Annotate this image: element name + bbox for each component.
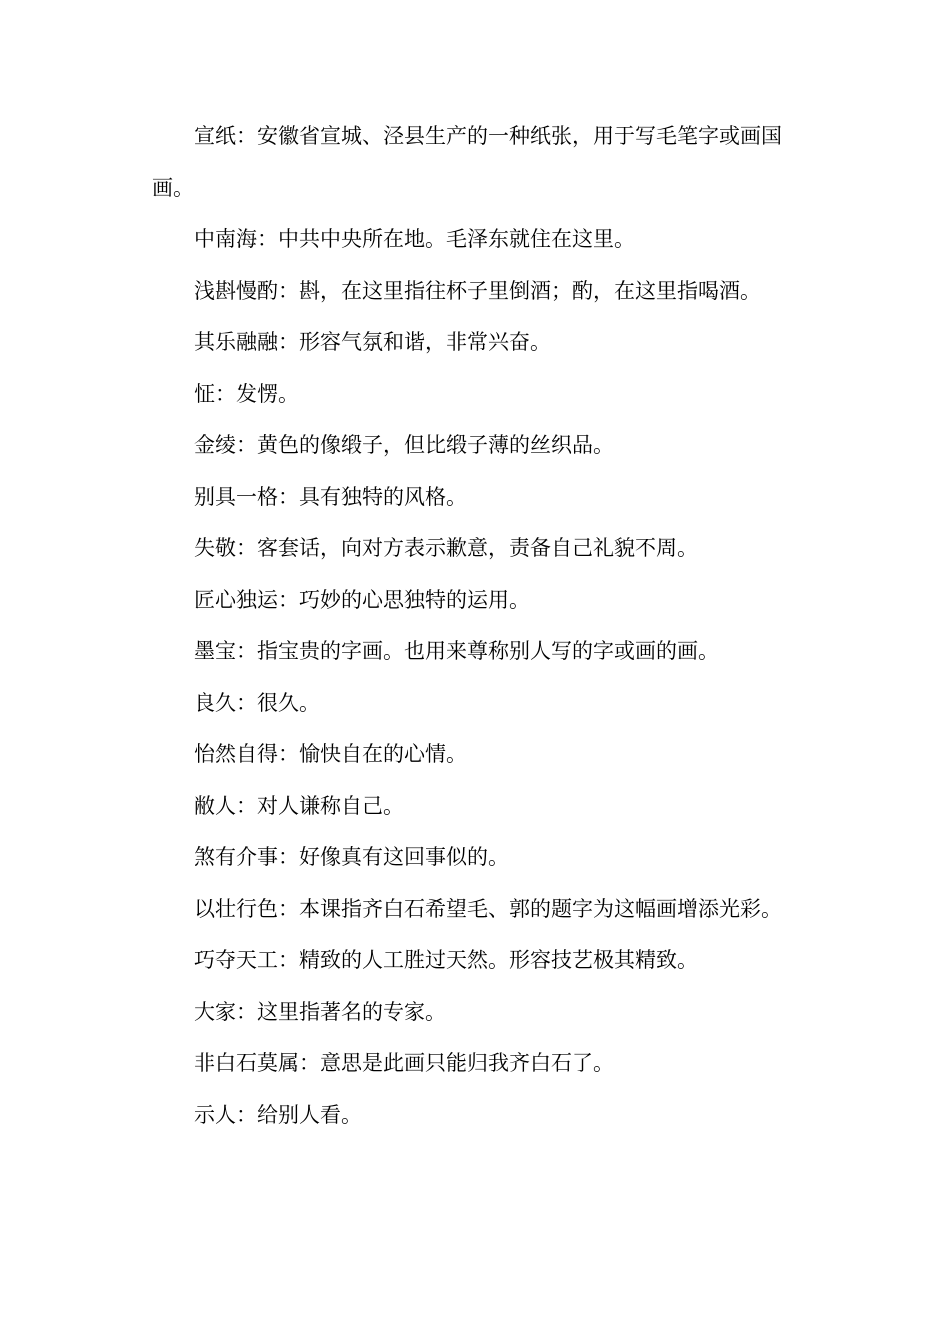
- glossary-entry: 失敬：客套话，向对方表示歉意，责备自己礼貌不周。: [194, 536, 698, 560]
- glossary-entry: 中南海：中共中央所在地。毛泽东就住在这里。: [194, 227, 635, 251]
- glossary-entry: 宣纸：安徽省宣城、泾县生产的一种纸张，用于写毛笔字或画国画。: [152, 124, 782, 200]
- glossary-entry: 示人：给别人看。: [194, 1102, 362, 1127]
- glossary-entry: 匠心独运：巧妙的心思独特的运用。: [194, 587, 530, 612]
- glossary-entry: 敝人：对人谦称自己。: [194, 793, 404, 818]
- glossary-entry: 巧夺天工：精致的人工胜过天然。形容技艺极其精致。: [194, 948, 698, 972]
- glossary-entry: 怡然自得：愉快自在的心情。: [194, 742, 467, 766]
- glossary-entry: 良久：很久。: [194, 690, 320, 715]
- glossary-entry: 金绫：黄色的像缎子，但比缎子薄的丝织品。: [194, 433, 614, 457]
- glossary-entry: 墨宝：指宝贵的字画。也用来尊称别人写的字或画的画。: [194, 639, 719, 663]
- glossary-entry: 其乐融融：形容气氛和谐，非常兴奋。: [194, 330, 551, 354]
- glossary-entry: 非白石莫属：意思是此画只能归我齐白石了。: [194, 1051, 614, 1075]
- glossary-entry: 大家：这里指著名的专家。: [194, 999, 446, 1024]
- glossary-entry: 怔：发愣。: [194, 381, 299, 406]
- glossary-list: [152, 111, 812, 1141]
- glossary-entry: 浅斟慢酌：斟，在这里指往杯子里倒酒；酌，在这里指喝酒。: [194, 278, 761, 303]
- glossary-entry: 煞有介事：好像真有这回事似的。: [194, 845, 509, 869]
- glossary-entry: 别具一格：具有独特的风格。: [194, 484, 467, 509]
- glossary-entry: 以壮行色：本课指齐白石希望毛、郭的题字为这幅画增添光彩。: [194, 896, 782, 921]
